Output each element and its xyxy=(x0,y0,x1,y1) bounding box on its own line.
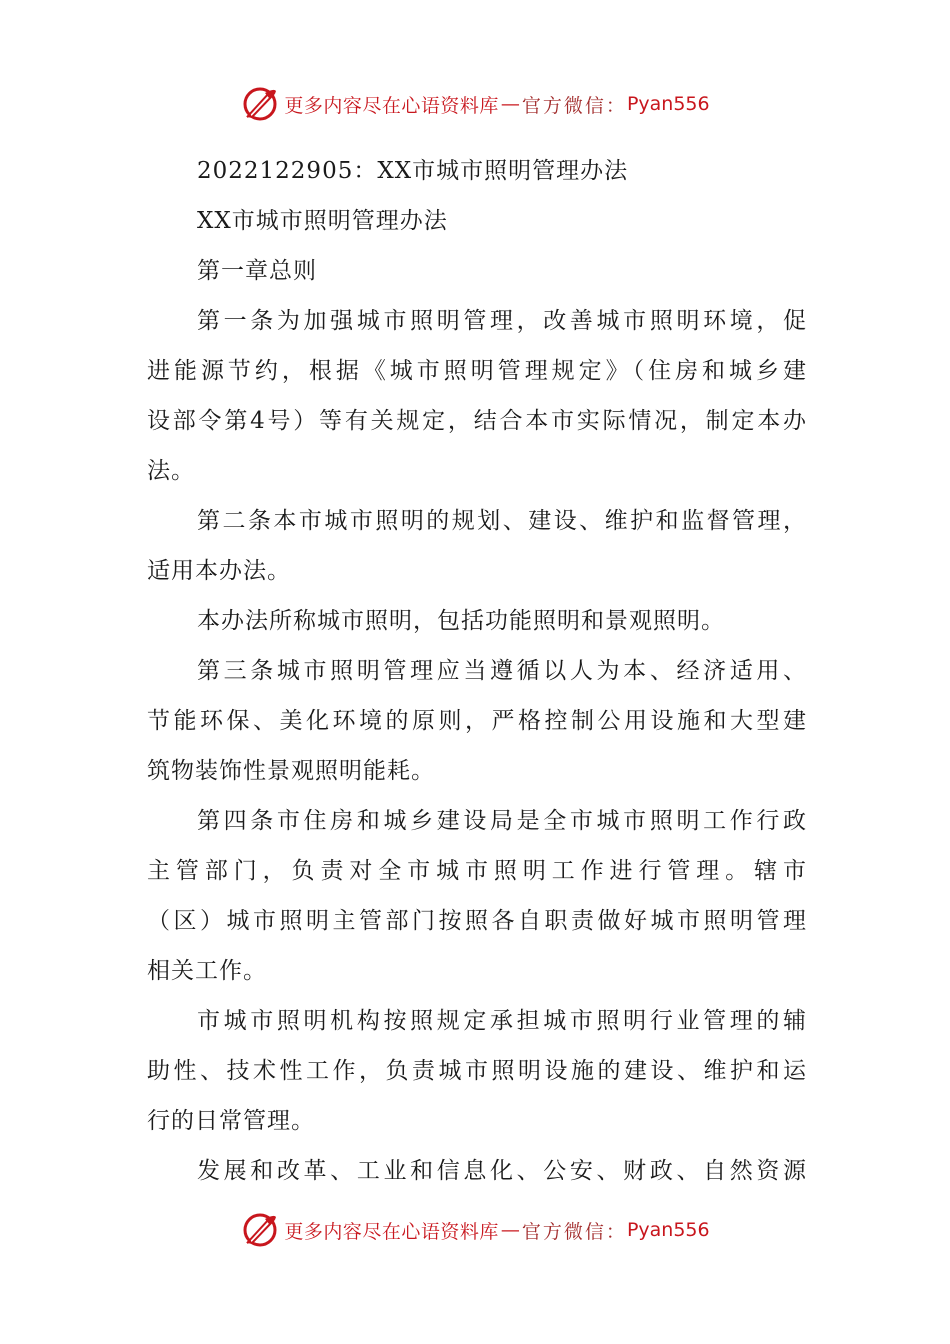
watermark-official: 官方微信： xyxy=(521,1220,627,1243)
watermark-wechat-id: Pyan556 xyxy=(626,93,710,115)
text-line: 法。 xyxy=(147,458,195,484)
text-line: 发展和改革、工业和信息化、公安、财政、自然资源 xyxy=(197,1158,807,1184)
watermark-dash: — xyxy=(500,93,520,115)
quill-logo-icon xyxy=(240,84,280,124)
text-line: 设部令第4号）等有关规定，结合本市实际情况，制定本办 xyxy=(147,408,807,434)
text-line: 节能环保、美化环境的原则，严格控制公用设施和大型建 xyxy=(147,708,807,734)
text-line: 主管部门，负责对全市城市照明工作进行管理。辖市 xyxy=(147,858,807,884)
watermark-dash: — xyxy=(500,1219,520,1241)
text-line: 第二条本市城市照明的规划、建设、维护和监督管理， xyxy=(197,508,807,534)
text-line: 市城市照明机构按照规定承担城市照明行业管理的辅 xyxy=(197,1008,807,1034)
text-line: 适用本办法。 xyxy=(147,558,291,584)
watermark-official: 官方微信： xyxy=(521,94,627,117)
watermark-brand: 更多内容尽在心语资料库 xyxy=(284,1220,499,1243)
text-line: 进能源节约，根据《城市照明管理规定》（住房和城乡建 xyxy=(147,358,807,384)
text-line: 第一条为加强城市照明管理，改善城市照明环境，促 xyxy=(197,308,807,334)
text-line: 第一章总则 xyxy=(197,258,317,284)
watermark-brand: 更多内容尽在心语资料库 xyxy=(284,94,499,117)
text-line: （区）城市照明主管部门按照各自职责做好城市照明管理 xyxy=(147,908,807,934)
document-body xyxy=(147,146,807,1196)
text-line: 本办法所称城市照明，包括功能照明和景观照明。 xyxy=(197,608,725,634)
text-line: 助性、技术性工作，负责城市照明设施的建设、维护和运 xyxy=(147,1058,807,1084)
text-line: 2022122905：XX市城市照明管理办法 xyxy=(197,158,629,184)
text-line: 筑物装饰性景观照明能耗。 xyxy=(147,758,435,784)
text-line: 第四条市住房和城乡建设局是全市城市照明工作行政 xyxy=(197,808,807,834)
watermark-wechat-id: Pyan556 xyxy=(626,1219,710,1241)
text-line: 行的日常管理。 xyxy=(147,1108,315,1134)
text-line: XX市城市照明管理办法 xyxy=(197,208,448,234)
text-line: 第三条城市照明管理应当遵循以人为本、经济适用、 xyxy=(197,658,807,684)
quill-logo-icon xyxy=(240,1210,280,1250)
watermark-header xyxy=(0,82,950,126)
watermark-footer xyxy=(0,1208,950,1252)
text-line: 相关工作。 xyxy=(147,958,267,984)
